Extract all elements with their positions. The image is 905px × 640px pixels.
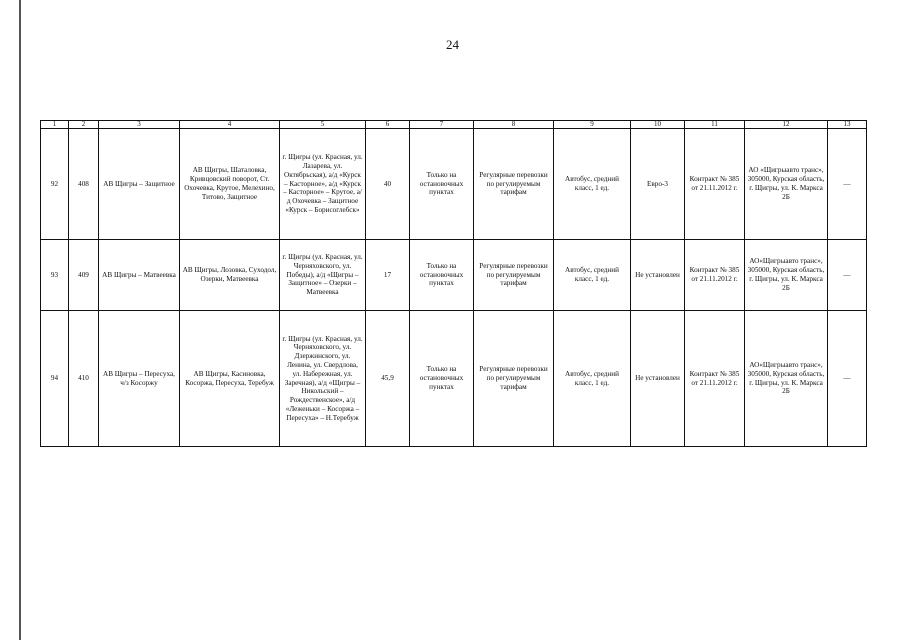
route-name-cell: АВ Щигры – Защитное <box>99 129 180 240</box>
notes-cell: — <box>828 240 867 311</box>
column-number-header: 3 <box>99 121 180 129</box>
boarding-order-cell: Только на остановочных пунктах <box>410 311 474 447</box>
column-number-header: 2 <box>69 121 99 129</box>
vehicle-cell: Автобус, средний класс, 1 ед. <box>554 311 631 447</box>
stops-cell: АВ Щигры, Лозовка, Суходол, Озерки, Матвеевка <box>180 240 280 311</box>
column-number-header: 5 <box>280 121 366 129</box>
length-cell: 17 <box>366 240 410 311</box>
contract-cell: Контракт № 385 от 21.11.2012 г. <box>685 311 745 447</box>
transport-type-cell: Регулярные перевозки по регулируемым тарифам <box>474 129 554 240</box>
route-number-cell: 410 <box>69 311 99 447</box>
transport-type-cell: Регулярные перевозки по регулируемым тарифам <box>474 240 554 311</box>
table-row <box>41 311 867 447</box>
stops-cell: АВ Щигры, Шаталовка, Кривцовский поворот, Ст. Охочевка, Крутое, Мелехино, Титово, Защитное <box>180 129 280 240</box>
contract-cell: Контракт № 385 от 21.11.2012 г. <box>685 129 745 240</box>
eco-class-cell: Не установлен <box>631 311 685 447</box>
column-number-header: 13 <box>828 121 867 129</box>
table-row <box>41 240 867 311</box>
route-name-cell: АВ Щигры – Матвеевка <box>99 240 180 311</box>
carrier-cell: АО«Щигрыавто транс», 305000, Курская область, г. Щигры, ул. К. Маркса 2Б <box>745 240 828 311</box>
column-number-header: 4 <box>180 121 280 129</box>
column-number-header: 1 <box>41 121 69 129</box>
vehicle-cell: Автобус, средний класс, 1 ед. <box>554 129 631 240</box>
eco-class-cell: Не установлен <box>631 240 685 311</box>
length-cell: 45,9 <box>366 311 410 447</box>
boarding-order-cell: Только на остановочных пунктах <box>410 129 474 240</box>
column-number-header: 9 <box>554 121 631 129</box>
boarding-order-cell: Только на остановочных пунктах <box>410 240 474 311</box>
transport-type-cell: Регулярные перевозки по регулируемым тарифам <box>474 311 554 447</box>
notes-cell: — <box>828 129 867 240</box>
page-left-edge <box>19 0 21 640</box>
column-number-header: 6 <box>366 121 410 129</box>
page-number: 24 <box>446 37 459 52</box>
row-index-cell: 93 <box>41 240 69 311</box>
column-number-header: 10 <box>631 121 685 129</box>
column-number-header: 12 <box>745 121 828 129</box>
carrier-cell: АО«Щигрыавто транс», 305000, Курская область, г. Щигры, ул. К. Маркса 2Б <box>745 311 828 447</box>
eco-class-cell: Евро-3 <box>631 129 685 240</box>
stops-cell: АВ Щигры, Касиновка, Косоржа, Пересуха, Теребуж <box>180 311 280 447</box>
row-index-cell: 94 <box>41 311 69 447</box>
table-row <box>41 129 867 240</box>
streets-cell: г. Щигры (ул. Красная, ул. Черняховского, ул. Дзержинского, ул. Ленина, ул. Свердлова, ул. Набережная, ул. Заречная), а/д «Щигры – Никольский – Рождественское», а/д «Леженьки – Косоржа – Пересуха» – Н.Теребуж <box>280 311 366 447</box>
contract-cell: Контракт № 385 от 21.11.2012 г. <box>685 240 745 311</box>
streets-cell: г. Щигры (ул. Красная, ул. Лазарева, ул. Октябрьская), а/д «Курск – Касторное», а/д «Курск – Касторное» – Крутое, а/д Охочевка – Защитное «Курск – Борисоглебск» <box>280 129 366 240</box>
routes-table <box>40 120 867 447</box>
table-header-row <box>41 121 867 129</box>
column-number-header: 11 <box>685 121 745 129</box>
length-cell: 40 <box>366 129 410 240</box>
column-number-header: 7 <box>410 121 474 129</box>
row-index-cell: 92 <box>41 129 69 240</box>
route-number-cell: 408 <box>69 129 99 240</box>
column-number-header: 8 <box>474 121 554 129</box>
carrier-cell: АО «Щигрыавто транс», 305000, Курская область, г. Щигры, ул. К. Маркса 2Б <box>745 129 828 240</box>
notes-cell: — <box>828 311 867 447</box>
route-name-cell: АВ Щигры – Пересуха, ч/з Косоржу <box>99 311 180 447</box>
streets-cell: г. Щигры (ул. Красная, ул. Черняховского, ул. Победы), а/д «Щигры – Защитное» – Озерки – Матвеевка <box>280 240 366 311</box>
route-number-cell: 409 <box>69 240 99 311</box>
vehicle-cell: Автобус, средний класс, 1 ед. <box>554 240 631 311</box>
